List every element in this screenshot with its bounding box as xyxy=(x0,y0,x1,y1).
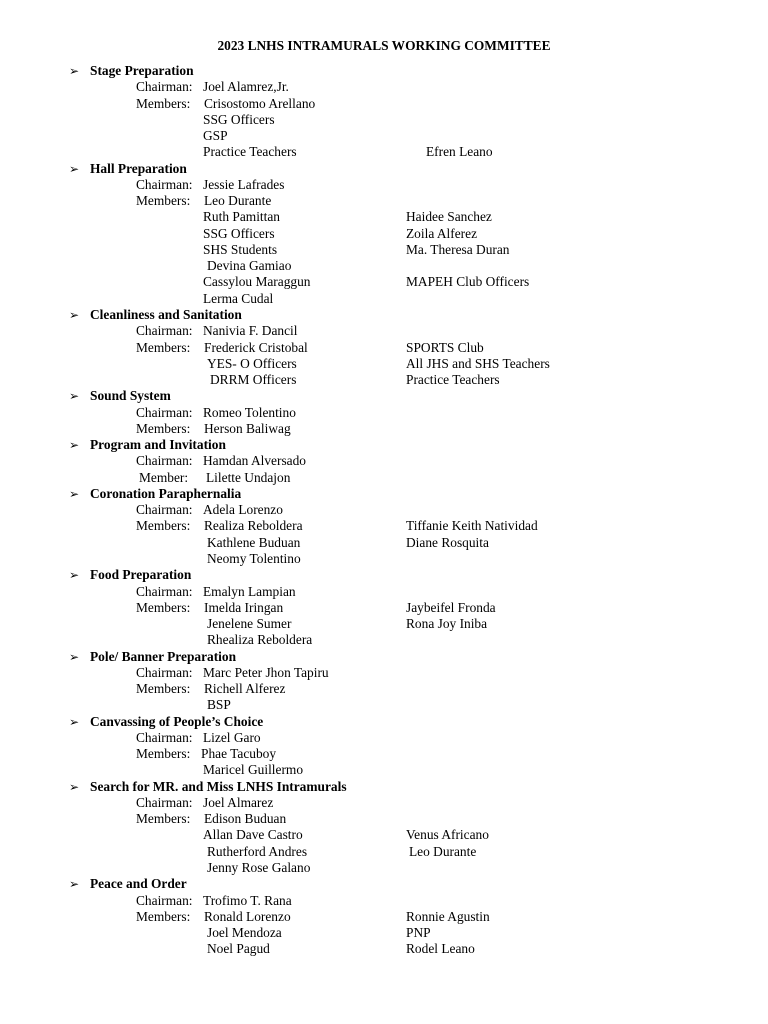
member-name-secondary: PNP xyxy=(406,925,431,941)
committee-title: Coronation Paraphernalia xyxy=(90,485,242,501)
committee-row xyxy=(0,811,768,827)
member-name: Phae Tacuboy xyxy=(201,746,277,762)
document-title: 2023 LNHS INTRAMURALS WORKING COMMITTEE xyxy=(217,38,551,53)
role-label: Members: xyxy=(136,811,191,827)
committee-title: Food Preparation xyxy=(90,567,192,583)
arrow-bullet-icon: ➢ xyxy=(68,389,80,404)
committee-title: Canvassing of People’s Choice xyxy=(90,713,264,729)
member-name: Leo Durante xyxy=(204,193,272,209)
committee-heading xyxy=(0,437,768,453)
committee-row xyxy=(0,502,768,518)
member-name: Devina Gamiao xyxy=(207,258,292,274)
member-name: Adela Lorenzo xyxy=(203,502,283,518)
arrow-bullet-icon: ➢ xyxy=(68,779,80,794)
member-name: Edison Buduan xyxy=(204,811,287,827)
committee-row xyxy=(0,632,768,648)
arrow-bullet-icon: ➢ xyxy=(68,568,80,583)
committee-row xyxy=(0,177,768,193)
role-label: Chairman: xyxy=(136,453,193,469)
committee-row xyxy=(0,584,768,600)
member-name: SSG Officers xyxy=(203,225,275,241)
committee-row xyxy=(0,372,768,388)
member-name: Marc Peter Jhon Tapiru xyxy=(203,664,329,680)
committee-row xyxy=(0,405,768,421)
member-name: Emalyn Lampian xyxy=(203,583,296,599)
committee-title: Program and Invitation xyxy=(90,437,226,453)
arrow-bullet-icon: ➢ xyxy=(68,486,80,501)
arrow-bullet-icon: ➢ xyxy=(68,64,80,78)
committee-title: Pole/ Banner Preparation xyxy=(90,648,237,664)
committee-row xyxy=(0,96,768,112)
committee-title: Stage Preparation xyxy=(90,63,194,78)
committee-row xyxy=(0,616,768,632)
member-name-secondary: SPORTS Club xyxy=(406,339,484,355)
member-name: Crisostomo Arellano xyxy=(204,95,316,111)
role-label: Chairman: xyxy=(136,892,193,908)
committee-row xyxy=(0,453,768,469)
committee-row xyxy=(0,518,768,534)
committee-row xyxy=(0,535,768,551)
member-name: Neomy Tolentino xyxy=(207,550,301,566)
role-label: Members: xyxy=(136,95,191,111)
member-name-secondary: Ronnie Agustin xyxy=(406,908,490,924)
committee-title: Sound System xyxy=(90,388,171,404)
member-name: Noel Pagud xyxy=(207,941,270,957)
member-name-secondary: Efren Leano xyxy=(426,144,493,160)
member-name: SSG Officers xyxy=(203,111,275,127)
committee-heading xyxy=(0,388,768,404)
member-name: Jessie Lafrades xyxy=(203,176,285,192)
committee-heading xyxy=(0,779,768,795)
committee-row xyxy=(0,112,768,128)
committee-row xyxy=(0,291,768,307)
committee-row xyxy=(0,356,768,372)
member-name: Imelda Iringan xyxy=(204,599,284,615)
member-name: Lilette Undajon xyxy=(206,469,291,485)
committee-heading xyxy=(0,567,768,583)
role-label: Members: xyxy=(136,193,191,209)
committee-row xyxy=(0,697,768,713)
member-name-secondary: Diane Rosquita xyxy=(406,534,489,550)
role-label: Members: xyxy=(136,908,191,924)
member-name: Ruth Pamittan xyxy=(203,209,280,225)
member-name-secondary: Venus Africano xyxy=(406,827,489,843)
committee-row xyxy=(0,421,768,437)
arrow-bullet-icon: ➢ xyxy=(68,877,80,892)
committee-heading xyxy=(0,63,768,79)
role-label: Chairman: xyxy=(136,664,193,680)
committee-row xyxy=(0,746,768,762)
committee-row xyxy=(0,730,768,746)
committee-row xyxy=(0,941,768,957)
role-label: Chairman: xyxy=(136,729,193,745)
member-name: BSP xyxy=(207,697,231,713)
arrow-bullet-icon: ➢ xyxy=(68,438,80,453)
role-label: Members: xyxy=(136,518,191,534)
member-name: Ronald Lorenzo xyxy=(204,908,291,924)
committee-row xyxy=(0,193,768,209)
committee-heading xyxy=(0,876,768,892)
committee-row xyxy=(0,274,768,290)
member-name-secondary: Tiffanie Keith Natividad xyxy=(406,518,538,534)
committee-title: Peace and Order xyxy=(90,876,187,892)
member-name: Trofimo T. Rana xyxy=(203,892,292,908)
committee-heading xyxy=(0,714,768,730)
committee-row xyxy=(0,258,768,274)
committee-title: Search for MR. and Miss LNHS Intramurals xyxy=(90,778,347,794)
member-name: Kathlene Buduan xyxy=(207,534,301,550)
role-label: Members: xyxy=(136,746,191,762)
committee-row xyxy=(0,242,768,258)
committee-row xyxy=(0,600,768,616)
member-name: Richell Alferez xyxy=(204,681,286,697)
role-label: Chairman: xyxy=(136,794,193,810)
member-name-secondary: Rodel Leano xyxy=(406,941,475,957)
role-label: Members: xyxy=(136,681,191,697)
arrow-bullet-icon: ➢ xyxy=(68,161,80,176)
role-label: Members: xyxy=(136,599,191,615)
committee-title: Cleanliness and Sanitation xyxy=(90,306,242,322)
member-name: Rhealiza Reboldera xyxy=(207,632,313,648)
member-name: Joel Mendoza xyxy=(207,925,282,941)
committee-row xyxy=(0,827,768,843)
committee-row xyxy=(0,795,768,811)
role-label: Chairman: xyxy=(136,176,193,192)
member-name-secondary: MAPEH Club Officers xyxy=(406,274,530,290)
committee-row xyxy=(0,925,768,941)
member-name: Romeo Tolentino xyxy=(203,404,296,420)
member-name-secondary: Jaybeifel Fronda xyxy=(406,599,496,615)
member-name-secondary: Practice Teachers xyxy=(406,372,500,388)
arrow-bullet-icon: ➢ xyxy=(68,714,80,729)
committee-row xyxy=(0,226,768,242)
arrow-bullet-icon: ➢ xyxy=(68,307,80,322)
member-name: Lerma Cudal xyxy=(203,290,274,306)
member-name: Cassylou Maraggun xyxy=(203,274,311,290)
committee-heading xyxy=(0,486,768,502)
member-name: Practice Teachers xyxy=(203,144,297,160)
committee-row xyxy=(0,79,768,95)
member-name: Joel Alamrez,Jr. xyxy=(203,79,289,95)
committee-row xyxy=(0,323,768,339)
member-name: SHS Students xyxy=(203,241,278,257)
member-name-secondary: Leo Durante xyxy=(409,843,477,859)
arrow-bullet-icon: ➢ xyxy=(68,649,80,664)
member-name: DRRM Officers xyxy=(210,372,297,388)
member-name: Frederick Cristobal xyxy=(204,339,308,355)
committee-row xyxy=(0,128,768,144)
member-name-secondary: Ma. Theresa Duran xyxy=(406,241,510,257)
member-name: Nanivia F. Dancil xyxy=(203,323,298,339)
committee-row xyxy=(0,844,768,860)
committee-row xyxy=(0,909,768,925)
member-name: GSP xyxy=(203,128,228,144)
member-name: Jenny Rose Galano xyxy=(207,860,311,876)
committee-row xyxy=(0,762,768,778)
member-name-secondary: Rona Joy Iniba xyxy=(406,616,488,632)
committee-heading xyxy=(0,649,768,665)
committee-row xyxy=(0,551,768,567)
role-label: Chairman: xyxy=(136,502,193,518)
role-label: Chairman: xyxy=(136,404,193,420)
committee-row xyxy=(0,144,768,160)
member-name-secondary: Zoila Alferez xyxy=(406,225,478,241)
committee-title: Hall Preparation xyxy=(90,160,187,176)
role-label: Member: xyxy=(139,469,189,485)
role-label: Chairman: xyxy=(136,323,193,339)
member-name: Maricel Guillermo xyxy=(203,762,304,778)
member-name: Hamdan Alversado xyxy=(203,453,307,469)
role-label: Chairman: xyxy=(136,583,193,599)
committee-row xyxy=(0,665,768,681)
member-name: Rutherford Andres xyxy=(207,843,308,859)
committee-heading xyxy=(0,307,768,323)
committee-row xyxy=(0,681,768,697)
member-name: YES- O Officers xyxy=(207,355,297,371)
member-name: Realiza Reboldera xyxy=(204,518,303,534)
member-name: Allan Dave Castro xyxy=(203,827,303,843)
committee-row xyxy=(0,893,768,909)
member-name-secondary: All JHS and SHS Teachers xyxy=(406,355,550,371)
member-name: Jenelene Sumer xyxy=(207,616,292,632)
committee-heading xyxy=(0,161,768,177)
role-label: Chairman: xyxy=(136,79,193,95)
committee-row xyxy=(0,860,768,876)
role-label: Members: xyxy=(136,339,191,355)
committee-row xyxy=(0,209,768,225)
member-name: Joel Almarez xyxy=(203,794,274,810)
committee-row xyxy=(0,470,768,486)
member-name-secondary: Haidee Sanchez xyxy=(406,209,492,225)
role-label: Members: xyxy=(136,420,191,436)
committee-row xyxy=(0,340,768,356)
committee-list xyxy=(0,63,768,958)
member-name: Lizel Garo xyxy=(203,729,261,745)
member-name: Herson Baliwag xyxy=(204,420,291,436)
